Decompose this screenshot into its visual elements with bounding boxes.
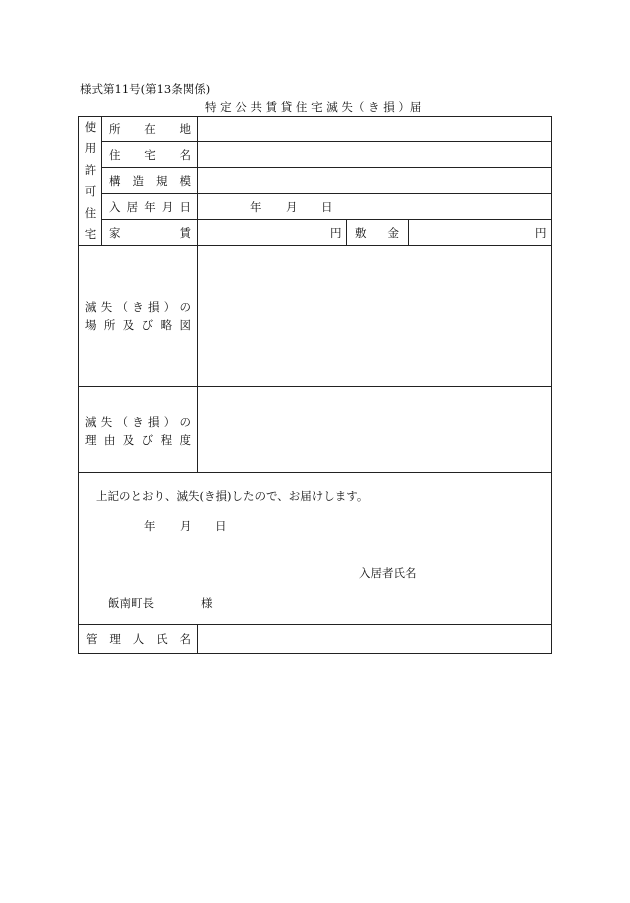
loss-reason-field[interactable] xyxy=(198,387,550,471)
declaration-year: 年 xyxy=(144,519,156,533)
move-in-year: 年 xyxy=(250,200,262,214)
resident-name-label: 入居者氏名 xyxy=(359,566,417,580)
house-name-label: 住 宅 名 xyxy=(109,148,191,162)
house-name-field[interactable] xyxy=(198,142,550,166)
resident-name-field[interactable] xyxy=(420,562,548,582)
form-number: 様式第11号(第13条関係) xyxy=(80,82,211,96)
declaration-month: 月 xyxy=(180,519,192,533)
loss-place-field[interactable] xyxy=(198,246,550,385)
deposit-label: 敷 金 xyxy=(355,226,399,240)
honorific: 様 xyxy=(201,596,213,610)
addressee: 飯南町長 xyxy=(108,596,154,610)
rent-field[interactable] xyxy=(198,220,345,244)
rent-unit: 円 xyxy=(330,226,342,240)
rent-label: 家 賃 xyxy=(109,226,191,240)
declaration-statement: 上記のとおり、滅失(き損)したので、お届けします。 xyxy=(96,489,369,503)
deposit-field[interactable] xyxy=(409,220,550,244)
structure-label: 構 造 規 模 xyxy=(109,174,191,188)
form-title: 特 定 公 共 賃 貸 住 宅 滅 失（ き 損 ）届 xyxy=(205,100,422,114)
loss-reason-label: 滅 失 （ き 損 ） の 理 由 及 び 程 度 xyxy=(85,415,191,447)
manager-name-field[interactable] xyxy=(198,625,550,652)
side-label: 使 用 許 可 住 宅 xyxy=(84,120,97,241)
loss-place-label: 滅 失 （ き 損 ） の 場 所 及 び 略 図 xyxy=(85,300,191,332)
declaration-day: 日 xyxy=(215,519,227,533)
manager-name-label: 管 理 人 氏 名 xyxy=(86,632,191,646)
move-in-date-label: 入 居 年 月 日 xyxy=(109,200,191,214)
location-field[interactable] xyxy=(198,117,550,141)
location-label: 所 在 地 xyxy=(109,122,191,136)
structure-field[interactable] xyxy=(198,168,550,192)
deposit-unit: 円 xyxy=(535,226,547,240)
move-in-day: 日 xyxy=(321,200,333,214)
move-in-month: 月 xyxy=(286,200,298,214)
